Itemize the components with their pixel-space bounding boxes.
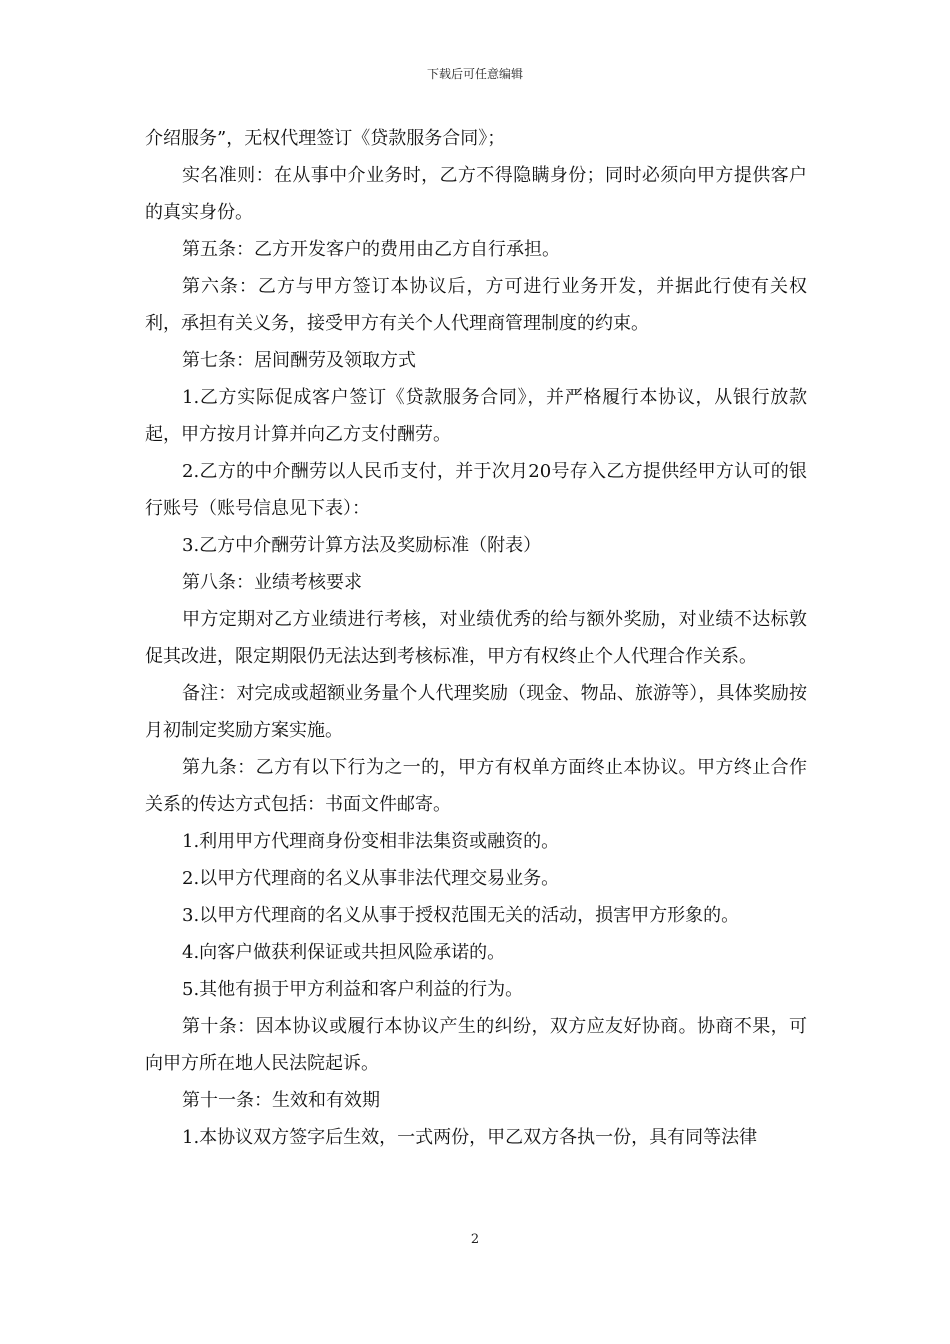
paragraph: 第五条：乙方开发客户的费用由乙方自行承担。 bbox=[182, 239, 560, 260]
list-item: 3.以甲方代理商的名义从事于授权范围无关的活动，损害甲方形象的。 bbox=[182, 905, 740, 926]
list-item: 1.乙方实际促成客户签订《贷款服务合同》，并严格履行本协议，从银行放款起，甲方按月计算并向乙方支付酬劳。 bbox=[145, 387, 807, 445]
list-item: 3.乙方中介酬劳计算方法及奖励标准（附表） bbox=[182, 535, 542, 556]
paragraph: 介绍服务”，无权代理签订《贷款服务合同》； bbox=[145, 128, 506, 149]
remark-paragraph: 备注：对完成或超额业务量个人代理奖励（现金、物品、旅游等），具体奖励按月初制定奖励方案实施。 bbox=[145, 683, 807, 741]
paragraph: 甲方定期对乙方业绩进行考核，对业绩优秀的给与额外奖励，对业绩不达标敦促其改进，限定期限仍无法达到考核标准，甲方有权终止个人代理合作关系。 bbox=[145, 609, 807, 667]
paragraph: 第十条：因本协议或履行本协议产生的纠纷，双方应友好协商。协商不果，可向甲方所在地人民法院起诉。 bbox=[145, 1016, 807, 1074]
section-heading: 第十一条：生效和有效期 bbox=[182, 1090, 380, 1111]
document-body bbox=[145, 120, 807, 1156]
list-item: 5.其他有损于甲方利益和客户利益的行为。 bbox=[182, 979, 524, 1000]
section-heading: 第七条：居间酬劳及领取方式 bbox=[182, 350, 416, 371]
paragraph: 实名准则：在从事中介业务时，乙方不得隐瞒身份；同时必须向甲方提供客户的真实身份。 bbox=[145, 165, 807, 223]
page-header: 下载后可任意编辑 bbox=[426, 67, 523, 81]
list-item: 2.以甲方代理商的名义从事非法代理交易业务。 bbox=[182, 868, 560, 889]
list-item: 4.向客户做获利保证或共担风险承诺的。 bbox=[182, 942, 506, 963]
paragraph: 第六条：乙方与甲方签订本协议后，方可进行业务开发，并据此行使有关权利，承担有关义务，接受甲方有关个人代理商管理制度的约束。 bbox=[145, 276, 807, 334]
paragraph: 第九条：乙方有以下行为之一的，甲方有权单方面终止本协议。甲方终止合作关系的传达方式包括：书面文件邮寄。 bbox=[145, 757, 807, 815]
list-item: 2.乙方的中介酬劳以人民币支付，并于次月20号存入乙方提供经甲方认可的银行账号（账号信息见下表）： bbox=[145, 461, 807, 519]
list-item: 1.本协议双方签字后生效，一式两份，甲乙双方各执一份，具有同等法律 bbox=[182, 1127, 758, 1148]
list-item: 1.利用甲方代理商身份变相非法集资或融资的。 bbox=[182, 831, 560, 852]
section-heading: 第八条：业绩考核要求 bbox=[182, 572, 362, 593]
page-number: 2 bbox=[470, 1232, 480, 1247]
